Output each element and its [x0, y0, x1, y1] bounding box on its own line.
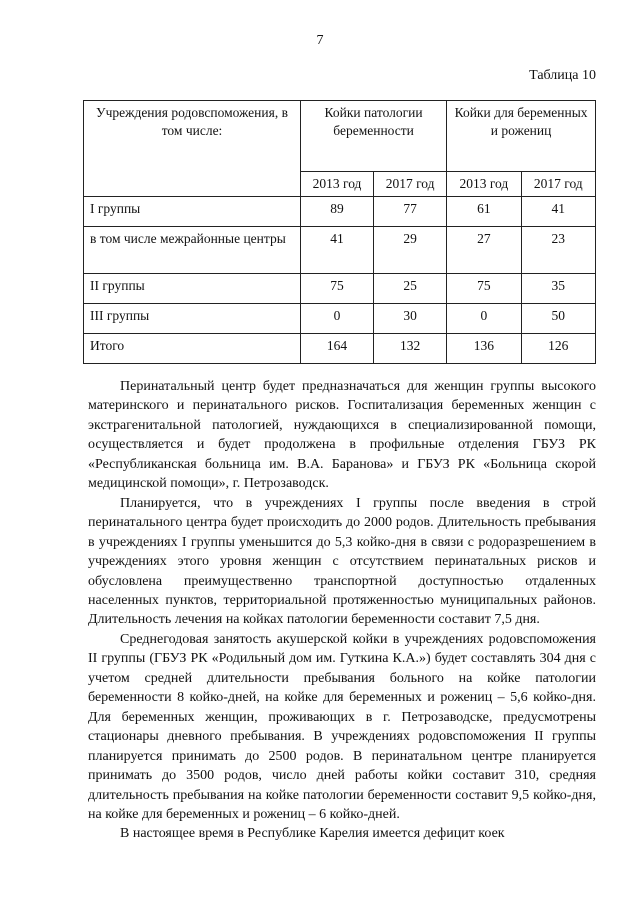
cell-value: 75	[447, 274, 521, 304]
cell-value: 35	[521, 274, 595, 304]
cell-value: 164	[301, 334, 374, 364]
paragraph: Перинатальный центр будет предназначаться для женщин группы высокого материнского и перинатального рисков. Госпитализация беременных женщин с экстрагенитальной патологией, нуждающихся в специализированной помощи, осуществляется и будет продолжена в профильные отделения ГБУЗ РК «Республиканская больница им. В.А. Баранова» и ГБУЗ РК «Больница скорой медицинской помощи», г. Петрозаводск.	[88, 379, 596, 492]
header-year: 2013 год	[447, 172, 521, 197]
cell-value: 50	[521, 304, 595, 334]
cell-value: 29	[374, 227, 447, 274]
cell-value: 0	[447, 304, 521, 334]
cell-value: 41	[301, 227, 374, 274]
paragraph: Планируется, что в учреждениях I группы после введения в строй перинатального центра будет происходить до 2000 родов. Длительность пребывания в учреждениях I группы уменьшится до 5,3 койко-дня в связи с родоразрешением в учреждениях этого уровня женщин с отсутствием перинатальных рисков и обусловлена преимущественно транспортной доступностью отдаленных населенных пунктов, территориальной протяженностью муниципальных районов. Длительность лечения на койках патологии беременности составит 7,5 дня.	[88, 495, 596, 628]
header-institutions: Учреждения родовспоможения, в том числе:	[84, 101, 301, 197]
paragraph: Среднегодовая занятость акушерской койки в учреждениях родовспоможения II группы (ГБУЗ РК «Родильный дом им. Гуткина К.А.») будет составлять 304 дня с учетом средней длительности пребывания больного на койке патологии беременности 8 койко-дней, на койке для беременных и рожениц – 5,6 койко-дня. Для беременных женщин, проживающих в г. Петрозаводске, предусмотрены стационары дневного пребывания. В учреждениях родовспоможения II группы планируется принимать до 2500 родов. В перинатальном центре планируется принимать до 3500 родов, число дней работы койки составит 310, средняя длительность пребывания на койке патологии беременности составит 9,5 койко-дня, на койке для беременных и рожениц – 6 койко-дней.	[88, 631, 596, 822]
row-label: III группы	[84, 304, 301, 334]
table-row	[84, 274, 596, 304]
cell-value: 0	[301, 304, 374, 334]
header-year: 2017 год	[521, 172, 595, 197]
cell-value: 89	[301, 197, 374, 227]
header-maternity-beds: Койки для беременных и рожениц	[447, 101, 596, 172]
table-row	[84, 197, 596, 227]
table-row	[84, 304, 596, 334]
row-label: в том числе межрайонные центры	[84, 227, 301, 274]
header-year: 2017 год	[374, 172, 447, 197]
cell-value: 23	[521, 227, 595, 274]
table-row	[84, 334, 596, 364]
row-label: I группы	[84, 197, 301, 227]
row-label: Итого	[84, 334, 301, 364]
paragraph: В настоящее время в Республике Карелия имеется дефицит коек	[120, 826, 505, 842]
cell-value: 126	[521, 334, 595, 364]
cell-value: 61	[447, 197, 521, 227]
cell-value: 30	[374, 304, 447, 334]
cell-value: 25	[374, 274, 447, 304]
table-caption: Таблица 10	[529, 68, 596, 83]
beds-table	[83, 100, 596, 364]
cell-value: 77	[374, 197, 447, 227]
table-row	[84, 227, 596, 274]
cell-value: 136	[447, 334, 521, 364]
header-pathology-beds: Койки патологии беременности	[301, 101, 447, 172]
header-year: 2013 год	[301, 172, 374, 197]
body-text	[88, 377, 596, 844]
cell-value: 41	[521, 197, 595, 227]
page-number: 7	[316, 33, 324, 48]
cell-value: 27	[447, 227, 521, 274]
row-label: II группы	[84, 274, 301, 304]
cell-value: 132	[374, 334, 447, 364]
cell-value: 75	[301, 274, 374, 304]
